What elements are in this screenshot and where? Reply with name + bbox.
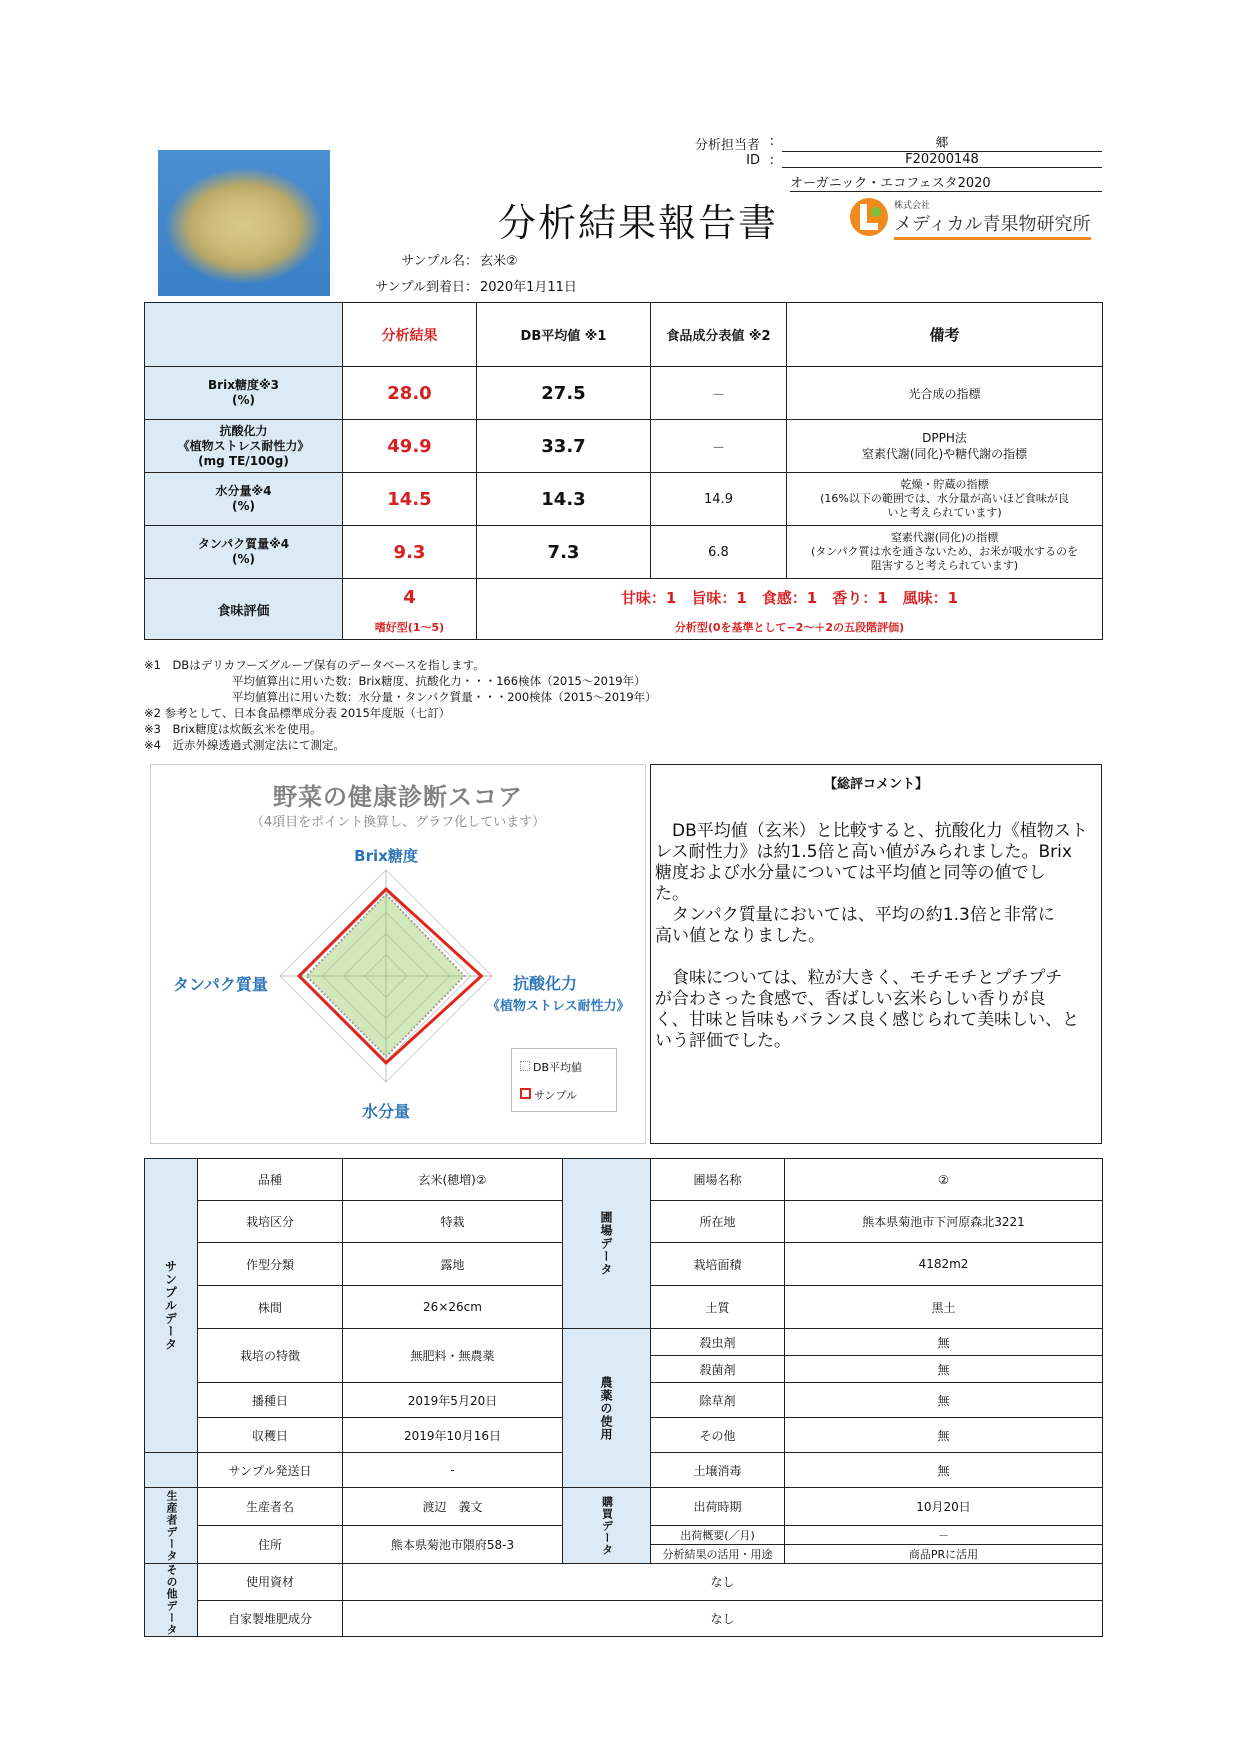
note-2: ※2 参考として、日本食品標準成分表 2015年度版（七訂） xyxy=(144,706,451,720)
label-insecticide: 殺虫剤 xyxy=(651,1329,785,1356)
moisture-db: 14.3 xyxy=(477,473,651,526)
antioxidant-food: － xyxy=(651,420,787,473)
value-producer: 渡辺 義文 xyxy=(343,1488,563,1526)
note-3: ※3 Brix糖度は炊飯玄米を使用。 xyxy=(144,722,322,736)
value-ship-time: 10月20日 xyxy=(785,1488,1103,1526)
value-materials: なし xyxy=(343,1564,1103,1601)
value-ship-date: - xyxy=(343,1453,563,1488)
group-purchase: 購買データ xyxy=(563,1488,651,1564)
row-label-brix: Brix糖度※3 (%) xyxy=(145,367,343,420)
label-sowing: 播種日 xyxy=(198,1383,343,1418)
radar-panel xyxy=(150,764,646,1144)
group-sample: サンプルデータ xyxy=(145,1159,198,1453)
axis-label-antioxidant: 抗酸化力 xyxy=(513,974,578,993)
label-spacing: 株間 xyxy=(198,1286,343,1329)
label-ship-time: 出荷時期 xyxy=(651,1488,785,1526)
legend-sample: サンプル xyxy=(520,1087,577,1103)
label-address: 住所 xyxy=(198,1526,343,1564)
value-variety: 玄米(穂増)② xyxy=(343,1159,563,1201)
axis-label-brix: Brix糖度 xyxy=(354,847,418,865)
value-soil-disinfect: 無 xyxy=(785,1453,1103,1488)
legend-db: DB平均値 xyxy=(520,1059,582,1075)
id-value: F20200148 xyxy=(782,152,1102,168)
label-ship-summary: 出荷概要(／月) xyxy=(651,1526,785,1545)
axis-label-antioxidant-sub: 《植物ストレス耐性力》 xyxy=(487,999,630,1014)
label-field-name: 圃場名称 xyxy=(651,1159,785,1201)
note-1b: 平均値算出に用いた数：水分量・タンパク質量・・・200検体（2015～2019年） xyxy=(232,690,657,704)
chart-title: 野菜の健康診断スコア xyxy=(273,783,523,811)
value-herbicide: 無 xyxy=(785,1383,1103,1418)
results-table xyxy=(144,302,1103,640)
value-field-name: ② xyxy=(785,1159,1103,1201)
col-note: 備考 xyxy=(787,303,1103,367)
value-cultivation: 特栽 xyxy=(343,1201,563,1243)
col-result: 分析結果 xyxy=(343,303,477,367)
axis-label-moisture: 水分量 xyxy=(361,1102,410,1121)
label-fungicide: 殺菌剤 xyxy=(651,1356,785,1383)
value-feature: 無肥料・無農薬 xyxy=(343,1329,563,1383)
row-label-antioxidant: 抗酸化力 《植物ストレス耐性力》 (mg TE/100g) xyxy=(145,420,343,473)
brix-result: 28.0 xyxy=(343,367,477,420)
group-sample-cont xyxy=(145,1453,198,1488)
taste-label: 食味評価 xyxy=(145,579,343,640)
col-db: DB平均値 ※1 xyxy=(477,303,651,367)
taste-type: 嗜好型(1～5) xyxy=(343,616,477,640)
arrival-label: サンプル到着日： xyxy=(375,280,478,295)
id-label: ID xyxy=(746,153,760,168)
axis-label-protein: タンパク質量 xyxy=(173,975,268,994)
analyst-colon: : xyxy=(769,134,774,149)
label-cultivation: 栽培区分 xyxy=(198,1201,343,1243)
company-small: 株式会社 xyxy=(894,201,931,211)
value-fungicide: 無 xyxy=(785,1356,1103,1383)
label-location: 所在地 xyxy=(651,1201,785,1243)
value-area: 4182m2 xyxy=(785,1243,1103,1286)
sample-name: 玄米② xyxy=(480,254,518,269)
legend-db-swatch xyxy=(520,1061,530,1071)
protein-food: 6.8 xyxy=(651,526,787,579)
legend-sample-swatch xyxy=(520,1088,531,1099)
report-title: 分析結果報告書 xyxy=(498,201,779,245)
label-harvest: 収穫日 xyxy=(198,1418,343,1453)
company-logo xyxy=(848,196,890,238)
col-food: 食品成分表値 ※2 xyxy=(651,303,787,367)
value-other-pesticide: 無 xyxy=(785,1418,1103,1453)
moisture-result: 14.5 xyxy=(343,473,477,526)
value-spacing: 26×26cm xyxy=(343,1286,563,1329)
note-4: ※4 近赤外線透過式測定法にて測定。 xyxy=(144,738,345,752)
id-colon: : xyxy=(769,153,774,168)
label-compost: 自家製堆肥成分 xyxy=(198,1600,343,1637)
company-name: メディカル青果物研究所 xyxy=(894,210,1091,240)
label-usage: 分析結果の活用・用途 xyxy=(651,1545,785,1564)
note-1a: 平均値算出に用いた数：Brix糖度、抗酸化力・・・166検体（2015～2019年） xyxy=(232,674,646,688)
footnotes xyxy=(144,657,1044,753)
group-field: 圃場データ xyxy=(563,1159,651,1329)
moisture-note: 乾燥・貯蔵の指標 (16%以下の範囲では、水分量が高いほど食味が良 いと考えられています) xyxy=(787,473,1103,526)
sample-photo xyxy=(158,150,330,296)
label-area: 栽培面積 xyxy=(651,1243,785,1286)
protein-db: 7.3 xyxy=(477,526,651,579)
group-pesticide: 農薬の使用 xyxy=(563,1329,651,1488)
moisture-food: 14.9 xyxy=(651,473,787,526)
analyst-value: 郷 xyxy=(782,132,1102,152)
value-harvest: 2019年10月16日 xyxy=(343,1418,563,1453)
label-other-pesticide: その他 xyxy=(651,1418,785,1453)
chart-subtitle: （4項目をポイント換算し、グラフ化しています） xyxy=(250,815,546,830)
value-crop-type: 露地 xyxy=(343,1243,563,1286)
series-db-area xyxy=(307,894,465,1056)
label-herbicide: 除草剤 xyxy=(651,1383,785,1418)
taste-score: 4 xyxy=(343,579,477,616)
protein-result: 9.3 xyxy=(343,526,477,579)
group-producer: 生産者データ xyxy=(145,1488,198,1564)
antioxidant-note: DPPH法 窒素代謝(同化)や糖代謝の指標 xyxy=(787,420,1103,473)
value-soil: 黒土 xyxy=(785,1286,1103,1329)
arrival-date: 2020年1月11日 xyxy=(480,280,577,295)
value-insecticide: 無 xyxy=(785,1329,1103,1356)
value-usage: 商品PRに活用 xyxy=(785,1545,1103,1564)
protein-note: 窒素代謝(同化)の指標 (タンパク質は水を通さないため、お米が吸水するのを 阻害すると考えられています) xyxy=(787,526,1103,579)
note-1: ※1 DBはデリカフーズグループ保有のデータベースを指します。 xyxy=(144,658,485,672)
taste-items: 甘味：1 旨味：1 食感：1 香り：1 風味：1 xyxy=(477,579,1103,616)
event-name: オーガニック・エコフェスタ2020 xyxy=(790,172,1102,192)
row-label-protein: タンパク質量※4 (%) xyxy=(145,526,343,579)
label-soil-disinfect: 土壌消毒 xyxy=(651,1453,785,1488)
sample-data-table xyxy=(144,1158,1103,1637)
brix-db: 27.5 xyxy=(477,367,651,420)
value-address: 熊本県菊池市隈府58-3 xyxy=(343,1526,563,1564)
comment-box xyxy=(650,764,1102,1144)
value-location: 熊本県菊池市下河原森北3221 xyxy=(785,1201,1103,1243)
brix-food: － xyxy=(651,367,787,420)
comment-body: DB平均値（玄米）と比較すると、抗酸化力《植物スト レス耐性力》は約1.5倍と高い値がみられました。Brix 糖度および水分量については平均値と同等の値でし た。 タンパク質量においては、平均の約1.3倍と非常に 高い値となりました。 食味については、粒が大きく、モチモチとプチプチ が合わさった食感で、香ばしい玄米らしい香りが良 く、甘味と旨味もバランス良く感じられて美味しい、と いう評価でした。 xyxy=(655,821,1088,1051)
analyst-label: 分析担当者 xyxy=(694,138,760,153)
antioxidant-result: 49.9 xyxy=(343,420,477,473)
comment-title: 【総評コメント】 xyxy=(823,777,928,792)
label-materials: 使用資材 xyxy=(198,1564,343,1601)
value-sowing: 2019年5月20日 xyxy=(343,1383,563,1418)
row-label-moisture: 水分量※4 (%) xyxy=(145,473,343,526)
antioxidant-db: 33.7 xyxy=(477,420,651,473)
label-soil: 土質 xyxy=(651,1286,785,1329)
label-producer: 生産者名 xyxy=(198,1488,343,1526)
taste-analysis: 分析型(0を基準として−2～＋2の五段階評価) xyxy=(477,616,1103,640)
sample-name-label: サンプル名： xyxy=(401,254,478,269)
label-ship-date: サンプル発送日 xyxy=(198,1453,343,1488)
value-ship-summary: － xyxy=(785,1526,1103,1545)
value-compost: なし xyxy=(343,1600,1103,1637)
chart-legend xyxy=(511,1048,617,1112)
label-variety: 品種 xyxy=(198,1159,343,1201)
group-other: その他データ xyxy=(145,1564,198,1637)
results-corner xyxy=(145,303,343,367)
label-crop-type: 作型分類 xyxy=(198,1243,343,1286)
brix-note: 光合成の指標 xyxy=(787,367,1103,420)
label-feature: 栽培の特徴 xyxy=(198,1329,343,1383)
